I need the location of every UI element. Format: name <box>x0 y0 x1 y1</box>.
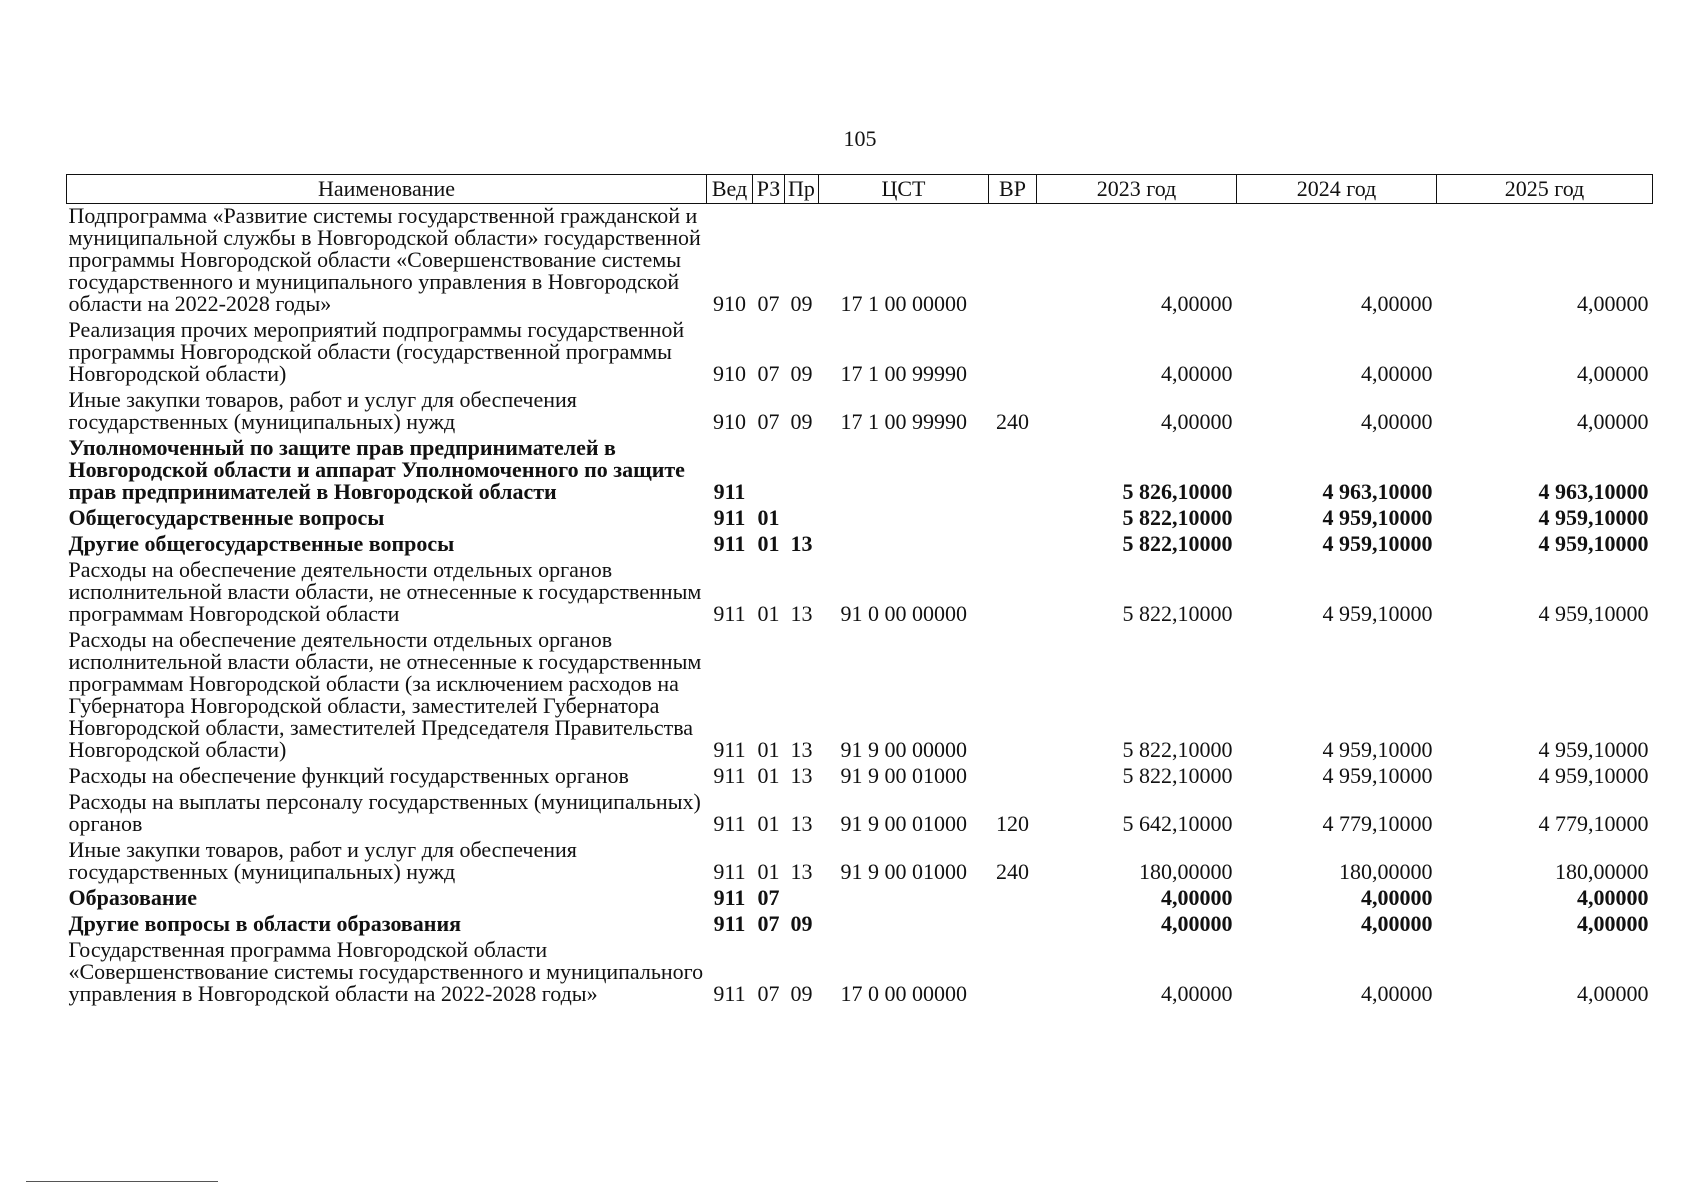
cell-vr <box>989 506 1037 532</box>
cell-name: Расходы на обеспечение деятельности отдельных органов исполнительной власти области, не отнесенные к государственным программам Новгородской области (за исключением расходов на Губернатора Новгородской области, заместителей Губернатора Новгородской области, заместителей Председателя Правительства Новгородской области) <box>68 627 702 762</box>
cell-pr: 09 <box>790 911 813 936</box>
table-header <box>67 175 1653 204</box>
header-row <box>67 175 1653 204</box>
cell-vr: 240 <box>996 409 1029 434</box>
cell-2024: 4 779,10000 <box>1322 811 1433 836</box>
cell-cst <box>819 912 989 938</box>
cell-2023: 4,00000 <box>1161 361 1233 386</box>
cell-vr <box>989 912 1037 938</box>
cell-vr <box>989 938 1037 1008</box>
cell-ved: 911 <box>713 811 746 836</box>
header-name: Наименование <box>67 175 707 204</box>
cell-name: Иные закупки товаров, работ и услуг для обеспечения государственных (муниципальных) нужд <box>68 387 577 434</box>
cell-pr <box>785 506 819 532</box>
cell-cst: 17 0 00 00000 <box>840 981 967 1006</box>
table-row <box>67 318 1653 388</box>
cell-ved: 911 <box>713 601 746 626</box>
cell-ved: 911 <box>713 531 746 556</box>
cell-rz: 01 <box>757 737 780 762</box>
cell-rz: 07 <box>757 291 780 316</box>
cell-vr <box>989 558 1037 628</box>
cell-cst: 91 0 00 00000 <box>840 601 967 626</box>
table-row <box>67 764 1653 790</box>
cell-name: Подпрограмма «Развитие системы государственной гражданской и муниципальной службы в Новгородской области» государственной программы Новгородской области «Совершенствование системы государственного и муниципального управления в Новгородской области на 2022-2028 годы» <box>68 203 701 316</box>
cell-2023: 5 822,10000 <box>1122 505 1233 530</box>
cell-pr: 09 <box>790 981 813 1006</box>
table-row <box>67 436 1653 506</box>
cell-ved: 911 <box>713 859 746 884</box>
cell-pr: 13 <box>790 601 813 626</box>
cell-cst: 17 1 00 99990 <box>840 361 967 386</box>
cell-name: Общегосударственные вопросы <box>68 505 385 530</box>
cell-cst: 91 9 00 01000 <box>840 811 967 836</box>
header-2025: 2025 год <box>1437 175 1653 204</box>
cell-ved: 911 <box>713 505 746 530</box>
table-row <box>67 938 1653 1008</box>
cell-2025: 4 779,10000 <box>1538 811 1649 836</box>
cell-2025: 4,00000 <box>1577 981 1649 1006</box>
cell-2023: 5 822,10000 <box>1122 763 1233 788</box>
header-rz: РЗ <box>753 175 785 204</box>
cell-rz: 01 <box>757 859 780 884</box>
table-row <box>67 388 1653 436</box>
cell-rz: 07 <box>757 911 780 936</box>
cell-2024: 4,00000 <box>1361 361 1433 386</box>
table-row <box>67 204 1653 319</box>
header-pr: Пр <box>785 175 819 204</box>
cell-2025: 4 959,10000 <box>1538 763 1649 788</box>
table-row <box>67 532 1653 558</box>
cell-cst <box>819 532 989 558</box>
cell-rz: 01 <box>757 601 780 626</box>
cell-pr: 09 <box>790 291 813 316</box>
cell-ved: 910 <box>713 409 746 434</box>
cell-2025: 4 959,10000 <box>1538 737 1649 762</box>
page-number: 105 <box>843 126 877 151</box>
cell-2024: 4,00000 <box>1361 885 1433 910</box>
cell-rz: 01 <box>757 505 780 530</box>
cell-ved: 910 <box>713 291 746 316</box>
cell-name: Уполномоченный по защите прав предпринимателей в Новгородской области и аппарат Уполномоченного по защите прав предпринимателей в Новгородской области <box>68 435 685 504</box>
cell-2024: 4 959,10000 <box>1322 737 1433 762</box>
cell-vr <box>989 628 1037 764</box>
cell-vr <box>989 532 1037 558</box>
cell-2023: 4,00000 <box>1161 885 1233 910</box>
table-row <box>67 886 1653 912</box>
cell-2025: 4,00000 <box>1577 361 1649 386</box>
table-row <box>67 558 1653 628</box>
cell-cst: 17 1 00 99990 <box>840 409 967 434</box>
cell-2024: 4 963,10000 <box>1322 479 1433 504</box>
cell-ved: 910 <box>713 361 746 386</box>
cell-2023: 5 826,10000 <box>1122 479 1233 504</box>
cell-ved: 911 <box>713 885 746 910</box>
cell-rz: 01 <box>757 811 780 836</box>
cell-rz <box>753 436 785 506</box>
cell-2025: 4,00000 <box>1577 911 1649 936</box>
cell-rz: 07 <box>757 361 780 386</box>
cell-2023: 4,00000 <box>1161 291 1233 316</box>
cell-rz: 07 <box>757 885 780 910</box>
footer-rule <box>26 1181 218 1182</box>
cell-vr: 120 <box>996 811 1029 836</box>
cell-2025: 4 959,10000 <box>1538 601 1649 626</box>
cell-name: Расходы на выплаты персоналу государственных (муниципальных) органов <box>68 789 701 836</box>
cell-2024: 180,00000 <box>1339 859 1433 884</box>
cell-2024: 4,00000 <box>1361 291 1433 316</box>
cell-2024: 4,00000 <box>1361 911 1433 936</box>
table-body <box>67 204 1653 1009</box>
cell-2024: 4 959,10000 <box>1322 601 1433 626</box>
cell-2025: 4 959,10000 <box>1538 505 1649 530</box>
cell-name: Расходы на обеспечение деятельности отдельных органов исполнительной власти области, не отнесенные к государственным программам Новгородской области <box>68 557 702 626</box>
cell-2024: 4,00000 <box>1361 409 1433 434</box>
header-2024: 2024 год <box>1237 175 1437 204</box>
cell-cst: 17 1 00 00000 <box>840 291 967 316</box>
cell-name: Иные закупки товаров, работ и услуг для обеспечения государственных (муниципальных) нужд <box>68 837 577 884</box>
table-row <box>67 838 1653 886</box>
cell-name: Образование <box>68 885 198 910</box>
cell-cst <box>819 886 989 912</box>
cell-2023: 180,00000 <box>1139 859 1233 884</box>
cell-2023: 4,00000 <box>1161 981 1233 1006</box>
cell-ved: 911 <box>713 479 746 504</box>
cell-name: Государственная программа Новгородской области «Совершенствование системы государственного и муниципального управления в Новгородской области на 2022-2028 годы» <box>68 937 704 1006</box>
cell-2023: 5 822,10000 <box>1122 531 1233 556</box>
cell-2023: 5 822,10000 <box>1122 737 1233 762</box>
cell-cst: 91 9 00 01000 <box>840 763 967 788</box>
cell-vr <box>989 436 1037 506</box>
cell-2023: 5 822,10000 <box>1122 601 1233 626</box>
cell-cst <box>819 506 989 532</box>
cell-2025: 4,00000 <box>1577 409 1649 434</box>
cell-cst: 91 9 00 00000 <box>840 737 967 762</box>
cell-2025: 4 959,10000 <box>1538 531 1649 556</box>
cell-2025: 180,00000 <box>1555 859 1649 884</box>
budget-table <box>66 174 1653 1008</box>
cell-pr: 13 <box>790 737 813 762</box>
cell-pr: 13 <box>790 859 813 884</box>
cell-2023: 4,00000 <box>1161 409 1233 434</box>
cell-ved: 911 <box>713 911 746 936</box>
cell-2023: 4,00000 <box>1161 911 1233 936</box>
cell-name: Расходы на обеспечение функций государственных органов <box>68 763 629 788</box>
cell-rz: 01 <box>757 531 780 556</box>
cell-2025: 4,00000 <box>1577 885 1649 910</box>
cell-cst: 91 9 00 01000 <box>840 859 967 884</box>
cell-ved: 911 <box>713 763 746 788</box>
header-cst: ЦСТ <box>819 175 989 204</box>
table-row <box>67 506 1653 532</box>
cell-2024: 4 959,10000 <box>1322 531 1433 556</box>
cell-vr: 240 <box>996 859 1029 884</box>
cell-2024: 4 959,10000 <box>1322 763 1433 788</box>
table-row <box>67 628 1653 764</box>
cell-name: Реализация прочих мероприятий подпрограммы государственной программы Новгородской области (государственной программы Новгородской области) <box>68 317 685 386</box>
cell-2025: 4 963,10000 <box>1538 479 1649 504</box>
cell-2025: 4,00000 <box>1577 291 1649 316</box>
cell-vr <box>989 764 1037 790</box>
cell-name: Другие вопросы в области образования <box>68 911 462 936</box>
cell-2024: 4 959,10000 <box>1322 505 1433 530</box>
cell-ved: 911 <box>713 981 746 1006</box>
header-vr: ВР <box>989 175 1037 204</box>
cell-ved: 911 <box>713 737 746 762</box>
cell-rz: 01 <box>757 763 780 788</box>
cell-name: Другие общегосударственные вопросы <box>68 531 455 556</box>
cell-2023: 5 642,10000 <box>1122 811 1233 836</box>
cell-vr <box>989 886 1037 912</box>
cell-cst <box>819 436 989 506</box>
cell-rz: 07 <box>757 981 780 1006</box>
table-row <box>67 912 1653 938</box>
cell-pr: 13 <box>790 811 813 836</box>
cell-vr <box>989 318 1037 388</box>
cell-pr <box>785 886 819 912</box>
table-row <box>67 790 1653 838</box>
cell-pr: 09 <box>790 361 813 386</box>
cell-vr <box>989 204 1037 319</box>
cell-pr: 13 <box>790 763 813 788</box>
header-2023: 2023 год <box>1037 175 1237 204</box>
cell-2024: 4,00000 <box>1361 981 1433 1006</box>
cell-rz: 07 <box>757 409 780 434</box>
cell-pr <box>785 436 819 506</box>
header-ved: Вед <box>707 175 753 204</box>
cell-pr: 09 <box>790 409 813 434</box>
cell-pr: 13 <box>790 531 813 556</box>
